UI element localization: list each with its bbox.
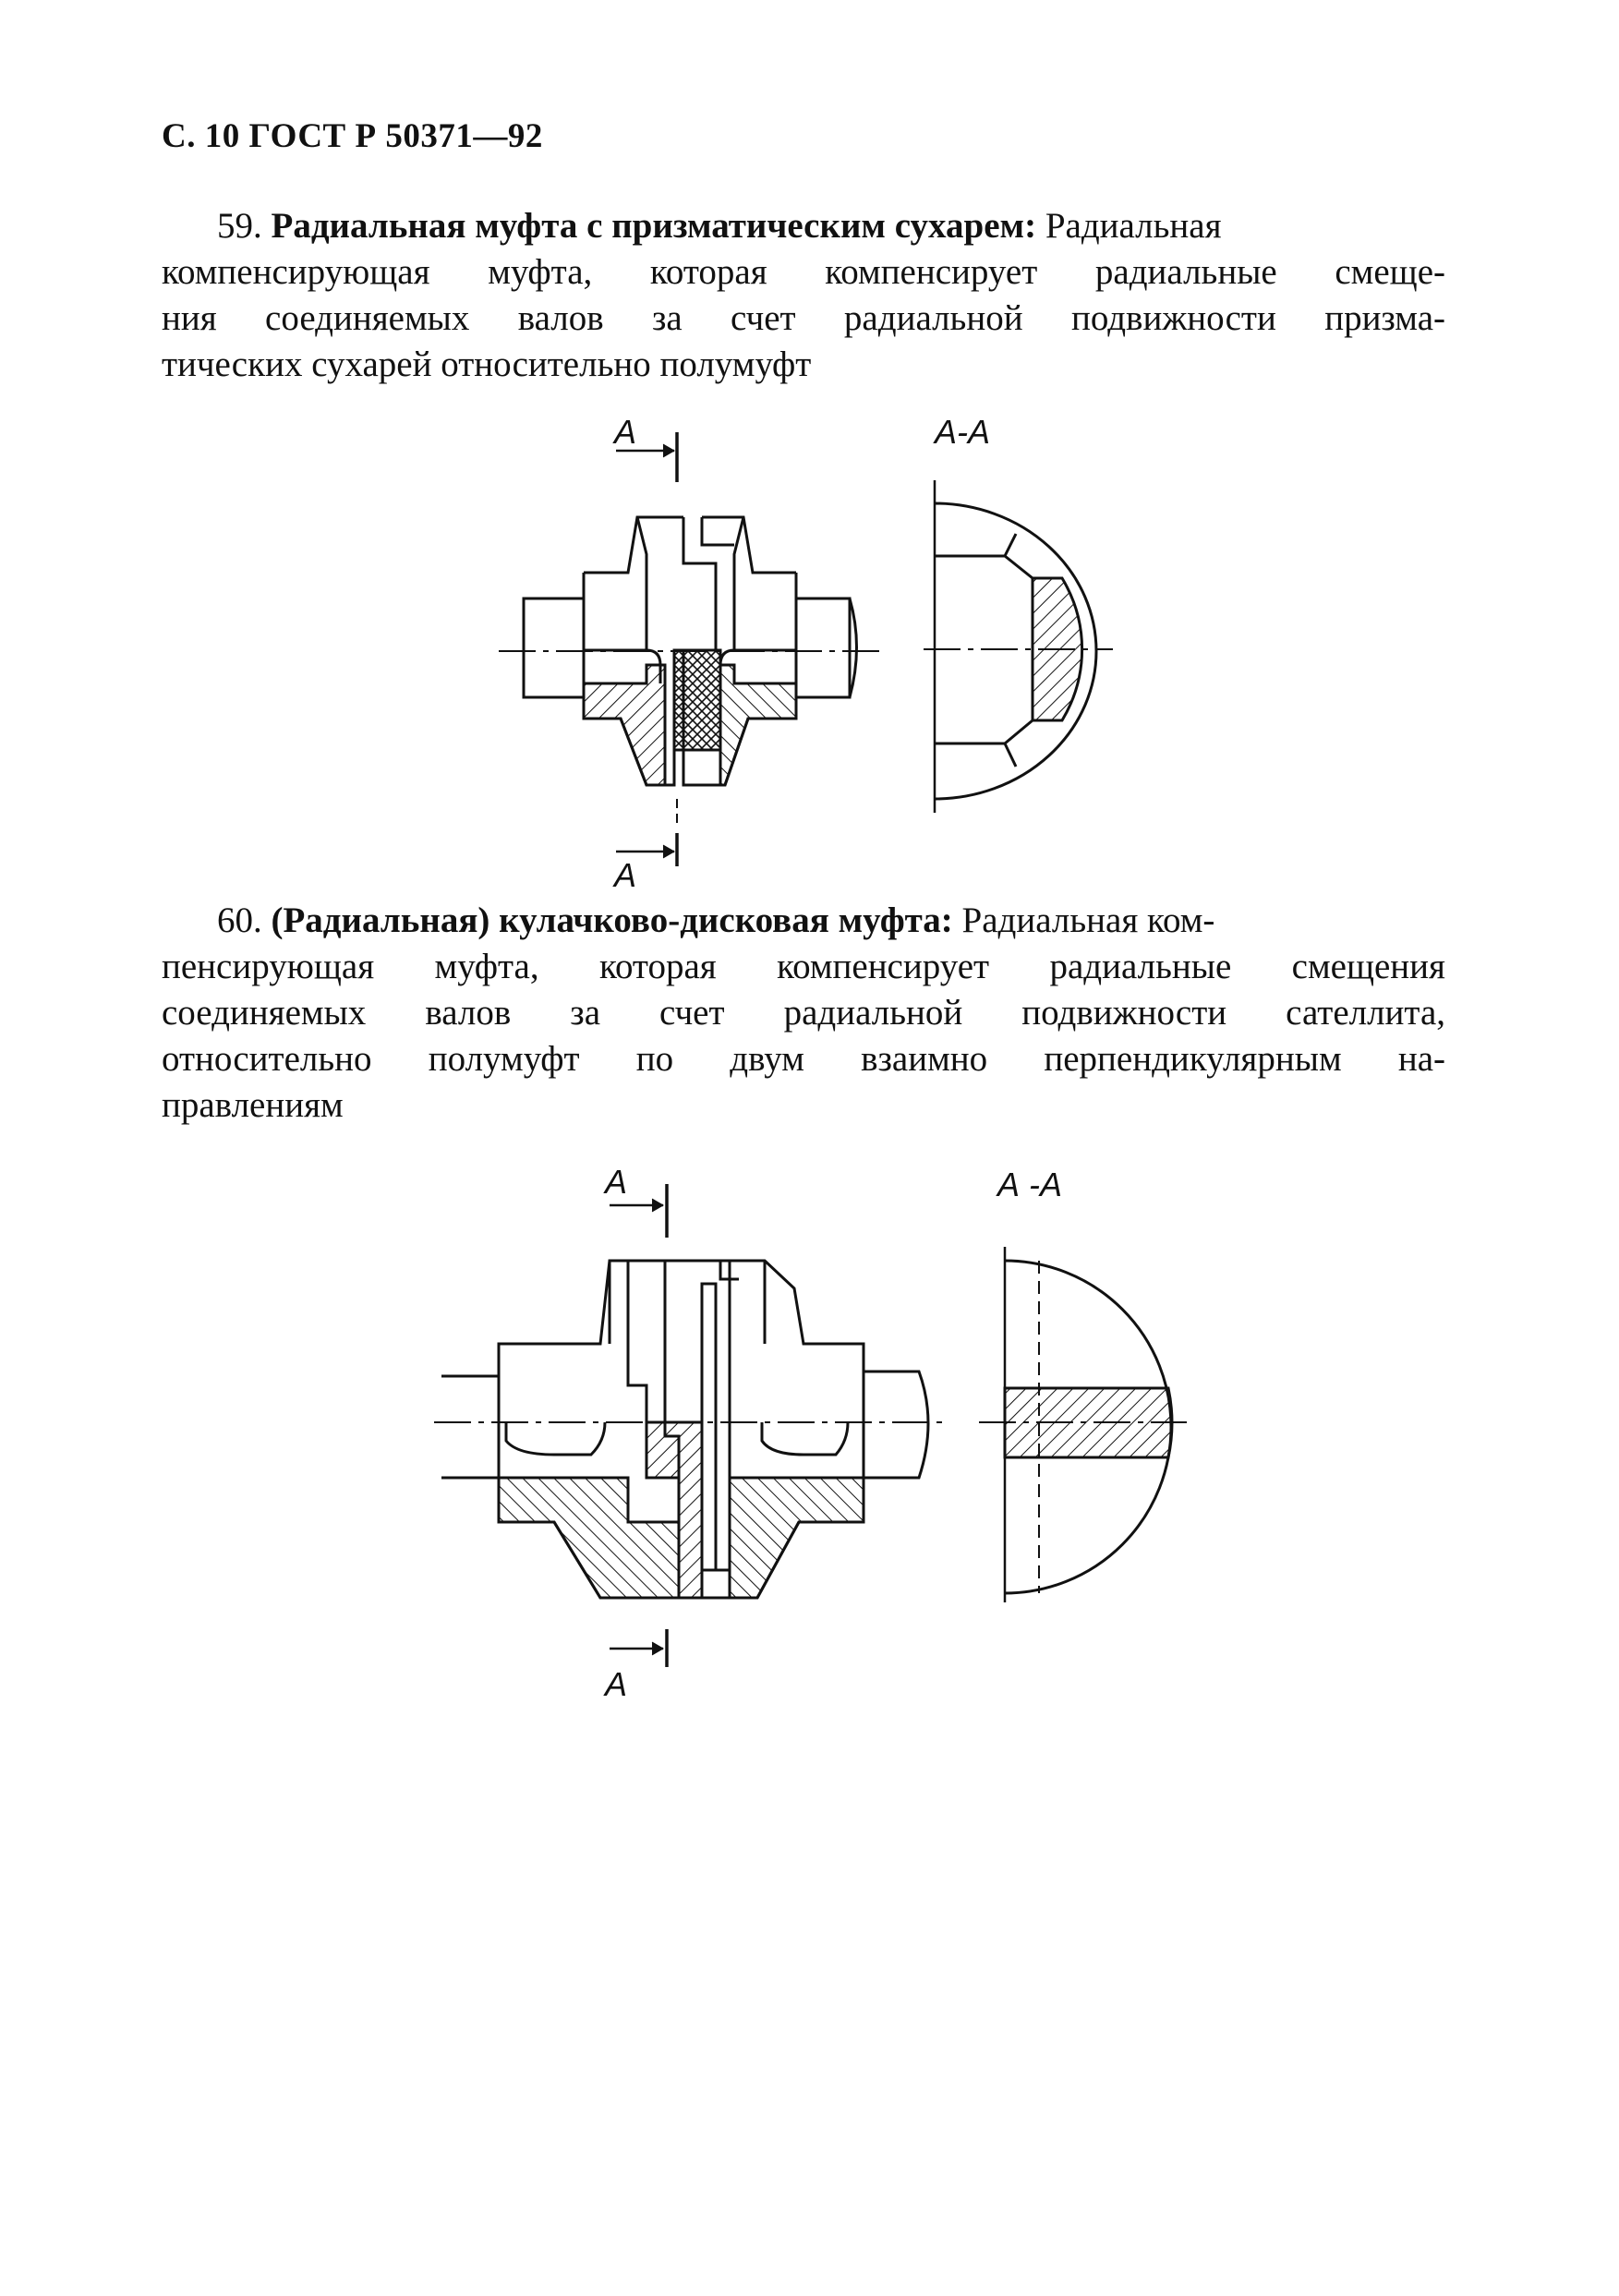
page-header: С. 10 ГОСТ Р 50371—92 xyxy=(162,117,543,155)
figure-59-section-title: А-А xyxy=(935,413,991,451)
definition-59-line: тических сухарей относительно полумуфт xyxy=(162,344,812,384)
definition-59-line: компенсирующая муфта, которая компенсирует радиальные смеще- xyxy=(162,252,1445,292)
figure-60-section-mark-top: А xyxy=(605,1163,628,1201)
definition-59-number: 59. xyxy=(217,206,262,246)
definition-60-term: (Радиальная) кулачково-дисковая муфта: xyxy=(271,900,953,940)
definition-60-number: 60. xyxy=(217,900,262,940)
definition-59-line: ния соединяемых валов за счет радиальной подвижности призма- xyxy=(162,298,1445,338)
figure-60-section-mark-bottom: А xyxy=(605,1665,628,1703)
definition-60-line: пенсирующая муфта, которая компенсирует радиальные смещения xyxy=(162,947,1445,986)
figure-59-side-view xyxy=(499,432,882,866)
definition-60-line: соединяемых валов за счет радиальной подвижности сателлита, xyxy=(162,993,1445,1033)
figure-60-section-view xyxy=(979,1247,1187,1602)
figure-59-section-mark-top: А xyxy=(614,413,637,451)
figure-60-section-title: А -А xyxy=(997,1166,1063,1203)
definition-60-line: правлениям xyxy=(162,1085,344,1125)
definition-59-term: Радиальная муфта с призматическим сухарем: xyxy=(271,206,1037,246)
figure-60-side-view xyxy=(434,1184,942,1667)
definition-59-text: Радиальная xyxy=(1036,206,1222,246)
definition-60-text: Радиальная ком- xyxy=(952,900,1215,940)
figure-59-section-mark-bottom: А xyxy=(614,856,637,894)
figure-59-section-view xyxy=(924,480,1113,813)
definition-60-line: относительно полумуфт по двум взаимно перпендикулярным на- xyxy=(162,1039,1445,1079)
